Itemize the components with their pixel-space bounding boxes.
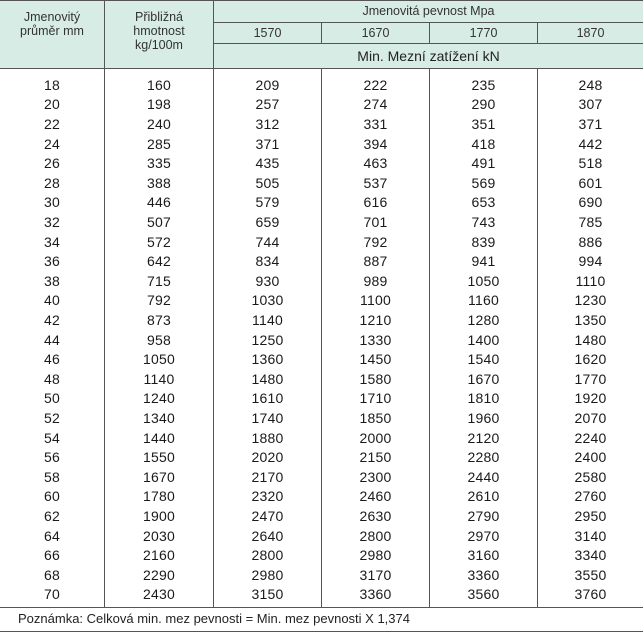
table-cell: 64 <box>44 527 60 544</box>
table-cell: 290 <box>471 96 496 113</box>
table-cell: 1340 <box>143 409 175 426</box>
table-row <box>0 349 643 369</box>
table-cell: 446 <box>147 194 171 211</box>
table-cell: 285 <box>147 135 171 152</box>
table-cell: 1440 <box>143 429 175 446</box>
table-cell: 1960 <box>467 409 500 426</box>
table-row <box>0 565 643 585</box>
table-cell: 312 <box>255 115 280 132</box>
table-cell: 1280 <box>467 311 500 328</box>
table-cell: 371 <box>578 115 603 132</box>
table-cell: 792 <box>147 292 171 309</box>
table-bottom-line <box>0 607 643 608</box>
table-cell: 1580 <box>359 370 392 387</box>
table-cell: 1610 <box>251 390 284 407</box>
table-cell: 198 <box>147 96 171 113</box>
table-cell: 2160 <box>143 547 175 564</box>
table-row <box>0 95 643 115</box>
table-cell: 601 <box>578 174 603 191</box>
table-cell: 1670 <box>143 468 175 485</box>
table-cell: 48 <box>44 370 60 387</box>
table-cell: 222 <box>363 76 388 93</box>
table-cell: 1540 <box>467 351 500 368</box>
header-top-line <box>0 0 643 1</box>
header-weight <box>105 0 213 68</box>
table-cell: 537 <box>363 174 388 191</box>
table-cell: 3550 <box>574 566 607 583</box>
table-cell: 659 <box>255 213 280 230</box>
table-cell: 505 <box>255 174 280 191</box>
table-cell: 2170 <box>251 468 284 485</box>
table-cell: 873 <box>147 311 171 328</box>
table-cell: 958 <box>147 331 171 348</box>
table-cell: 40 <box>44 292 60 309</box>
table-cell: 56 <box>44 449 60 466</box>
table-cell: 989 <box>363 272 388 289</box>
col-divider-4 <box>429 22 430 44</box>
table-cell: 160 <box>147 76 171 93</box>
table-cell: 42 <box>44 311 60 328</box>
col-divider-5 <box>537 22 538 44</box>
table-cell: 2630 <box>359 507 392 524</box>
table-cell: 785 <box>578 213 603 230</box>
table-cell: 394 <box>363 135 388 152</box>
table-cell: 886 <box>578 233 603 250</box>
table-cell: 1550 <box>143 449 175 466</box>
table-cell: 2580 <box>574 468 607 485</box>
table-row <box>0 506 643 526</box>
table-cell: 2800 <box>251 547 284 564</box>
table-cell: 3560 <box>467 586 500 603</box>
table-cell: 1230 <box>574 292 607 309</box>
table-cell: 1710 <box>359 390 392 407</box>
table-cell: 34 <box>44 233 60 250</box>
table-row <box>0 526 643 546</box>
table-cell: 248 <box>578 76 603 93</box>
table-cell: 1030 <box>251 292 284 309</box>
table-cell: 507 <box>147 213 171 230</box>
table-row <box>0 153 643 173</box>
table-cell: 32 <box>44 213 60 230</box>
table-cell: 839 <box>471 233 496 250</box>
table-cell: 2120 <box>467 429 500 446</box>
table-cell: 2020 <box>251 449 284 466</box>
table-cell: 52 <box>44 409 60 426</box>
table-cell: 1350 <box>574 311 607 328</box>
table-cell: 58 <box>44 468 60 485</box>
table-row <box>0 487 643 507</box>
table-row <box>0 291 643 311</box>
table-cell: 3170 <box>359 566 392 583</box>
table-cell: 2640 <box>251 527 284 544</box>
table-cell: 887 <box>363 253 388 270</box>
table-cell: 351 <box>471 115 496 132</box>
table-cell: 3760 <box>574 586 607 603</box>
footnote: Poznámka: Celková min. mez pevnosti = Min. mez pevnosti X 1,374 <box>18 611 410 626</box>
table-cell: 744 <box>255 233 280 250</box>
table-row <box>0 389 643 409</box>
header-weight-line3: kg/100m <box>135 38 183 52</box>
table-cell: 1450 <box>359 351 392 368</box>
table-cell: 2430 <box>143 586 175 603</box>
table-cell: 209 <box>255 76 280 93</box>
table-cell: 307 <box>578 96 603 113</box>
table-cell: 930 <box>255 272 280 289</box>
table-cell: 66 <box>44 547 60 564</box>
table-cell: 1480 <box>251 370 284 387</box>
table-cell: 2280 <box>467 449 500 466</box>
table-cell: 1140 <box>143 370 175 387</box>
table-cell: 2460 <box>359 488 392 505</box>
table-cell: 616 <box>363 194 388 211</box>
table-row <box>0 585 643 605</box>
table-row <box>0 271 643 291</box>
table-cell: 442 <box>578 135 603 152</box>
table-cell: 518 <box>578 155 603 172</box>
table-cell: 46 <box>44 351 60 368</box>
table-cell: 2760 <box>574 488 607 505</box>
table-cell: 1920 <box>574 390 607 407</box>
table-row <box>0 408 643 428</box>
table-cell: 2610 <box>467 488 500 505</box>
table-cell: 2300 <box>359 468 392 485</box>
table-cell: 792 <box>363 233 388 250</box>
header-grade-1670: 1670 <box>361 26 390 40</box>
table-cell: 642 <box>147 253 171 270</box>
table-row <box>0 232 643 252</box>
table-cell: 1050 <box>467 272 500 289</box>
table-cell: 2800 <box>359 527 392 544</box>
table-cell: 2030 <box>143 527 175 544</box>
header-weight-line1: Přibližná <box>135 10 183 24</box>
table-cell: 44 <box>44 331 60 348</box>
table-row <box>0 173 643 193</box>
table-cell: 24 <box>44 135 60 152</box>
table-cell: 463 <box>363 155 388 172</box>
table-cell: 941 <box>471 253 496 270</box>
header-diameter-line1: Jmenovitý <box>23 10 81 24</box>
header-load-title: Min. Mezní zatížení kN <box>357 48 500 64</box>
table-cell: 701 <box>363 213 388 230</box>
table-cell: 1400 <box>467 331 500 348</box>
table-cell: 28 <box>44 174 60 191</box>
table-cell: 1050 <box>143 351 175 368</box>
table-cell: 1900 <box>143 507 175 524</box>
table-cell: 335 <box>147 155 171 172</box>
table-row <box>0 545 643 565</box>
table-cell: 1670 <box>467 370 500 387</box>
table-cell: 68 <box>44 566 60 583</box>
table-cell: 3360 <box>359 586 392 603</box>
table-cell: 1140 <box>252 311 283 328</box>
table-cell: 1480 <box>574 331 607 348</box>
table-cell: 491 <box>471 155 496 172</box>
table-cell: 435 <box>255 155 280 172</box>
table-cell: 3160 <box>467 547 500 564</box>
table-row <box>0 193 643 213</box>
table-cell: 2000 <box>359 429 392 446</box>
table-row <box>0 330 643 350</box>
table-row <box>0 212 643 232</box>
table-cell: 3360 <box>467 566 500 583</box>
table-cell: 653 <box>471 194 496 211</box>
table-cell: 1810 <box>467 390 500 407</box>
header-grade-1570: 1570 <box>253 26 282 40</box>
table-cell: 22 <box>44 115 60 132</box>
table-cell: 371 <box>255 135 280 152</box>
table-cell: 18 <box>44 76 60 93</box>
table-cell: 235 <box>471 76 496 93</box>
header-diameter-line2: průměr mm <box>20 24 84 38</box>
table-row <box>0 447 643 467</box>
table-cell: 690 <box>578 194 603 211</box>
table-cell: 994 <box>578 253 603 270</box>
table-cell: 388 <box>147 174 171 191</box>
table-cell: 2070 <box>574 409 607 426</box>
table-cell: 20 <box>44 96 60 113</box>
table-cell: 2980 <box>359 547 392 564</box>
header-weight-line2: hmotnost <box>133 24 185 38</box>
table-cell: 2290 <box>143 566 175 583</box>
note-bottom-line <box>0 631 643 632</box>
table-row <box>0 75 643 95</box>
table-cell: 38 <box>44 272 60 289</box>
table-row <box>0 467 643 487</box>
table-cell: 36 <box>44 253 60 270</box>
table-cell: 1620 <box>574 351 607 368</box>
table-cell: 1160 <box>468 292 499 309</box>
table-cell: 1250 <box>251 331 284 348</box>
table-cell: 3150 <box>251 586 284 603</box>
table-cell: 1360 <box>251 351 284 368</box>
table-cell: 2980 <box>251 566 284 583</box>
table-cell: 2320 <box>251 488 284 505</box>
table-cell: 418 <box>471 135 496 152</box>
table-row <box>0 251 643 271</box>
table-cell: 743 <box>471 213 496 230</box>
table-cell: 579 <box>255 194 280 211</box>
table-cell: 1100 <box>360 292 391 309</box>
table-cell: 1210 <box>359 311 392 328</box>
table-cell: 60 <box>44 488 60 505</box>
table-cell: 331 <box>363 115 388 132</box>
header-grade-1870: 1870 <box>576 26 605 40</box>
table-cell: 572 <box>147 233 171 250</box>
table-cell: 2950 <box>574 507 607 524</box>
table-cell: 2400 <box>574 449 607 466</box>
col-divider-3 <box>321 22 322 44</box>
table-row <box>0 134 643 154</box>
table-cell: 30 <box>44 194 60 211</box>
table-cell: 240 <box>147 115 171 132</box>
table-cell: 3140 <box>574 527 607 544</box>
table-cell: 2790 <box>467 507 500 524</box>
header-grade-1770: 1770 <box>469 26 498 40</box>
table-cell: 1240 <box>143 390 175 407</box>
table-cell: 257 <box>255 96 280 113</box>
table-cell: 1880 <box>251 429 284 446</box>
header-diameter <box>0 0 104 68</box>
table-cell: 2150 <box>359 449 392 466</box>
table-cell: 2440 <box>467 468 500 485</box>
table-cell: 54 <box>44 429 60 446</box>
table-row <box>0 369 643 389</box>
table-cell: 70 <box>44 586 60 603</box>
table-cell: 1780 <box>143 488 175 505</box>
table-cell: 1850 <box>359 409 392 426</box>
table-row <box>0 428 643 448</box>
table-cell: 50 <box>44 390 60 407</box>
table-cell: 834 <box>255 253 280 270</box>
table-cell: 274 <box>363 96 388 113</box>
table-cell: 2240 <box>574 429 607 446</box>
table-row <box>0 310 643 330</box>
table-cell: 2470 <box>251 507 284 524</box>
table-cell: 2970 <box>467 527 500 544</box>
header-strength-title: Jmenovitá pevnost Mpa <box>362 4 495 18</box>
table-row <box>0 114 643 134</box>
table-cell: 1770 <box>574 370 607 387</box>
table-cell: 1740 <box>251 409 284 426</box>
table-cell: 1330 <box>359 331 392 348</box>
table-cell: 715 <box>147 272 171 289</box>
table-cell: 1110 <box>575 272 606 289</box>
table-cell: 3340 <box>574 547 607 564</box>
table-cell: 26 <box>44 155 60 172</box>
table-cell: 62 <box>44 507 60 524</box>
table-cell: 569 <box>471 174 496 191</box>
